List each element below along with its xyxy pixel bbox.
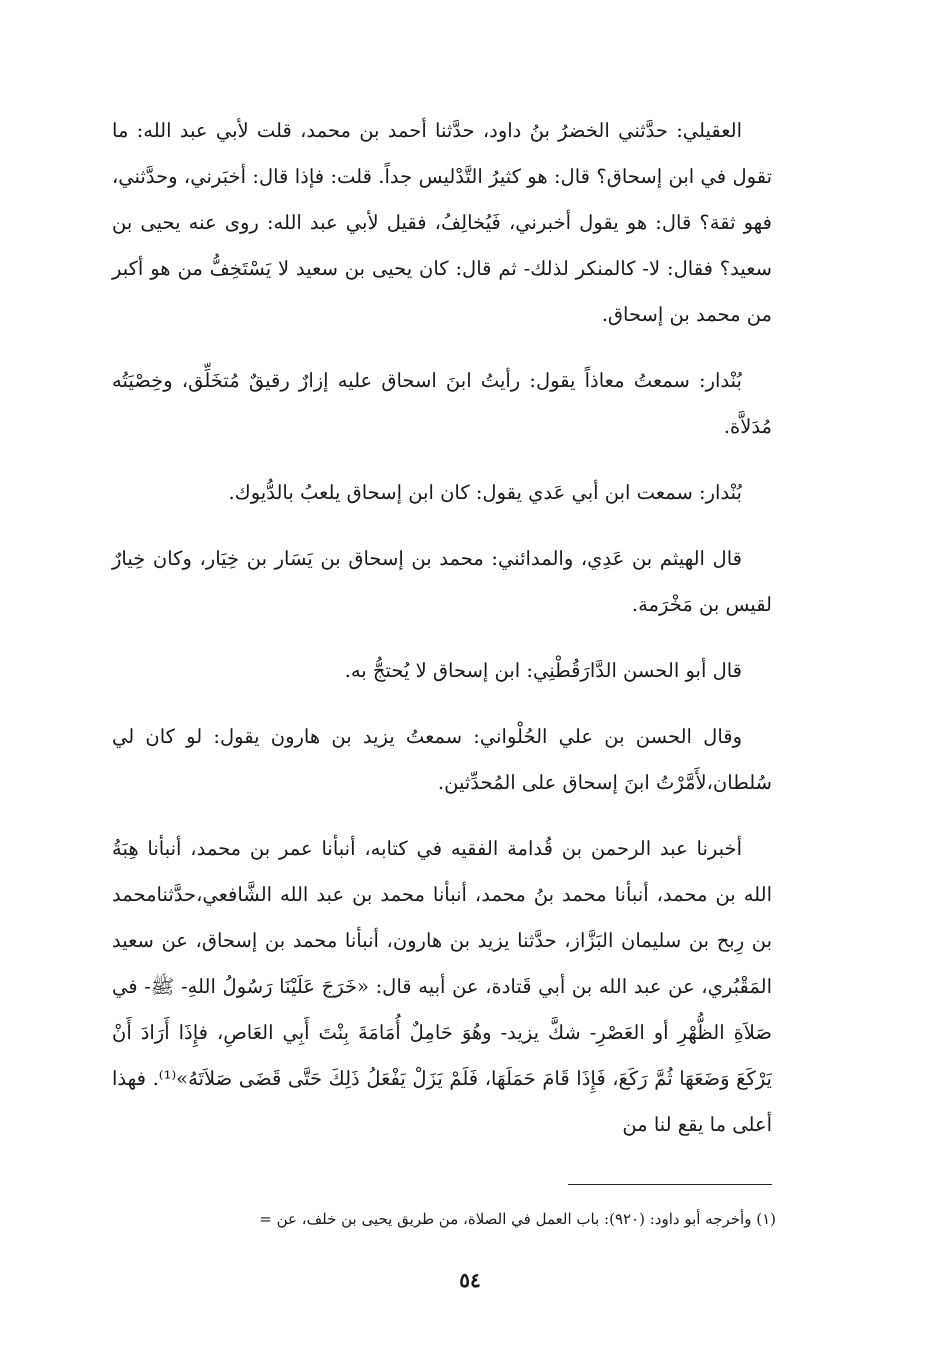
main-text [112,108,772,1168]
paragraph-uqayli: العقيلي: حدَّثني الخضرُ بنُ داود، حدَّثنا أحمد بن محمد، قلت لأبي عبد الله: ما تقول في ابن إسحاق؟ قال: هو كثيرُ التَّدْليس جداً. قلت: فإذا قال: أخبَرني، وحدَّثني، فهو ثقة؟ قال: هو يقول أخبرني، فَيُخالِفُ، فقيل لأبي عبد الله: روى عنه يحيى بن سعيد؟ فقال: لا- كالمنكر لذلك- ثم قال: كان يحيى بن سعيد لا يَسْتَخِفُّ من هو أكبر من محمد بن إسحاق. [112,119,772,326]
footnote: (١) وأخرجه أبو داود: (٩٢٠): باب العمل في الصلاة، من طريق يحيى بن خلف، عن = [259,1210,776,1228]
paragraph-haytham: قال الهيثم بن عَدِي، والمدائني: محمد بن إسحاق بن يَسَار بن خِيَار، وكان خِيارٌ لقيس بن مَخْرَمة. [112,547,772,616]
footnote-divider [568,1184,772,1185]
paragraph-hadith-chain: أخبرنا عبد الرحمن بن قُدامة الفقيه في كتابه، أنبأنا عمر بن محمد، أنبأنا هِبَةُ الله بن محمد، أنبأنا محمد بنُ محمد، أنبأنا محمد بن عبد الله الشَّافعي،حدَّثنامحمد بن رِبح بن سليمان البَزَّاز، حدَّثنا يزيد بن هارون، أنبأنا محمد بن إسحاق، عن سعيد المَقْبُري، عن عبد الله بن أبي قَتادة، عن أبيه قال: «خَرَجَ عَلَيْنَا رَسُولُ اللهِ- ﷺ- في صَلاَةِ الظُّهْرِ أو العَصْرِ- شكَّ يزيد- وهُوَ حَامِلٌ أُمَامَةَ بِنْتَ أَبِي العَاصِ، فإِذَا أَرَادَ أَنْ يَرْكَعَ وَضَعَهَا ثُمَّ رَكَعَ، فَإِذَا قَامَ حَمَلَهَا، فَلَمْ يَزَلْ يَفْعَلُ ذَلِكَ حَتَّى قَضَى صَلاَتَهُ»⁽¹⁾. فهذا أعلى ما يقع لنا من [112,837,772,1136]
page-number: ٥٤ [459,1268,481,1292]
paragraph-bundar-muadh: بُنْدار: سمعتُ معاذاً يقول: رأيتُ ابنَ اسحاق عليه إزارٌ رقيقٌ مُتخَلِّق، وخِصْيَتُه مُدَلاَّة. [112,369,772,438]
paragraph-bundar-adi: بُنْدار: سمعت ابن أبي عَدي يقول: كان ابن إسحاق يلعبُ بالدُّيوك. [228,481,742,504]
paragraph-daraqutni: قال أبو الحسن الدَّارَقُطْنِي: ابن إسحاق لا يُحتجُّ به. [344,659,742,682]
paragraph-hulwani: وقال الحسن بن علي الحُلْواني: سمعتُ يزيد بن هارون يقول: لو كان لي سُلطان،لأَمَّرْتُ ابنَ إسحاق على المُحدِّثين. [112,725,772,794]
